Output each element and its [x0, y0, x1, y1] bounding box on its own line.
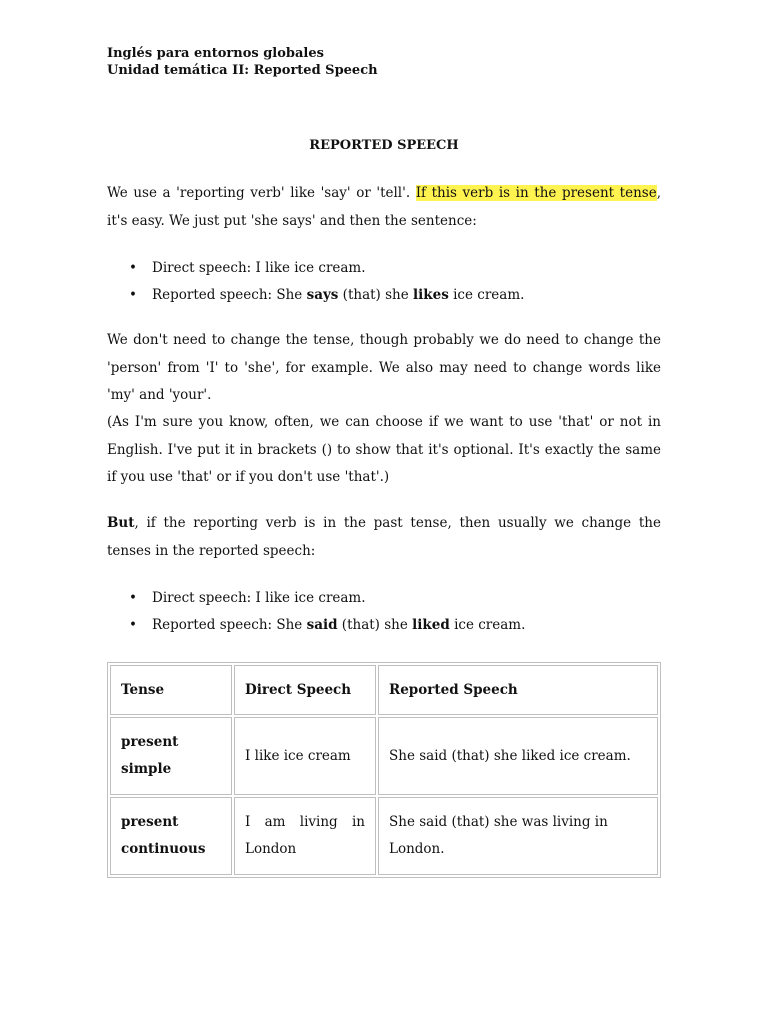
tense-cell: present simple — [110, 717, 232, 795]
reported-text: (that) she — [337, 617, 413, 633]
tense-cell: present continuous — [110, 797, 232, 875]
direct-speech-cell: I am living in London — [234, 797, 376, 875]
direct-speech-example: Direct speech: I like ice cream. — [152, 260, 366, 276]
direct-speech-cell: I like ice cream — [234, 717, 376, 795]
bold-verb: said — [306, 617, 338, 633]
reported-text: ice cream. — [449, 617, 526, 633]
list-item — [107, 255, 661, 282]
list-item — [107, 585, 661, 612]
example-list-past — [107, 585, 661, 639]
reported-text: Reported speech: She — [152, 287, 307, 303]
direct-speech-example: Direct speech: I like ice cream. — [152, 590, 366, 606]
reported-speech-cell: She said (that) she was living in London. — [378, 797, 658, 875]
tense-table — [107, 662, 661, 878]
table-row — [110, 717, 658, 795]
bold-verb: says — [306, 287, 339, 303]
list-item — [107, 282, 661, 309]
bold-verb: liked — [412, 617, 450, 633]
intro-text-start: We use a 'reporting verb' like 'say' or 'tell'. — [107, 185, 416, 201]
table-header-row — [110, 665, 658, 715]
reported-text: Reported speech: She — [152, 617, 307, 633]
past-tense-paragraph — [107, 510, 661, 565]
reported-text: (that) she — [338, 287, 414, 303]
page-title: REPORTED SPEECH — [309, 138, 459, 153]
table-header-cell: Direct Speech — [234, 665, 376, 715]
tense-paragraph: We don't need to change the tense, though probably we do need to change the 'person' from 'I' to 'she', for example. We also may need to change words like 'my' and 'your'. — [107, 332, 661, 403]
table-header-cell: Tense — [110, 665, 232, 715]
reported-text: ice cream. — [448, 287, 525, 303]
intro-paragraph — [107, 180, 661, 235]
past-tense-text: , if the reporting verb is in the past tense, then usually we change the tenses in the reported speech: — [107, 515, 661, 559]
bold-verb: likes — [413, 287, 449, 303]
example-list-present — [107, 255, 661, 309]
table-header-cell: Reported Speech — [378, 665, 658, 715]
list-item — [107, 612, 661, 639]
intro-text-end: , it's easy. We just put 'she says' and then the sentence: — [107, 185, 661, 229]
bold-but: But — [107, 515, 135, 531]
header-unit: Unidad temática II: Reported Speech — [107, 63, 378, 78]
highlighted-text: If this verb is in the present tense — [415, 185, 657, 201]
header-course: Inglés para entornos globales — [107, 46, 324, 61]
reported-speech-cell: She said (that) she liked ice cream. — [378, 717, 658, 795]
optional-that-paragraph: (As I'm sure you know, often, we can choose if we want to use 'that' or not in English. I've put it in brackets () to show that it's optional. It's exactly the same if you use 'that' or if you don't use 'that'.) — [107, 414, 661, 485]
document-header — [107, 45, 378, 79]
table-row — [110, 797, 658, 875]
